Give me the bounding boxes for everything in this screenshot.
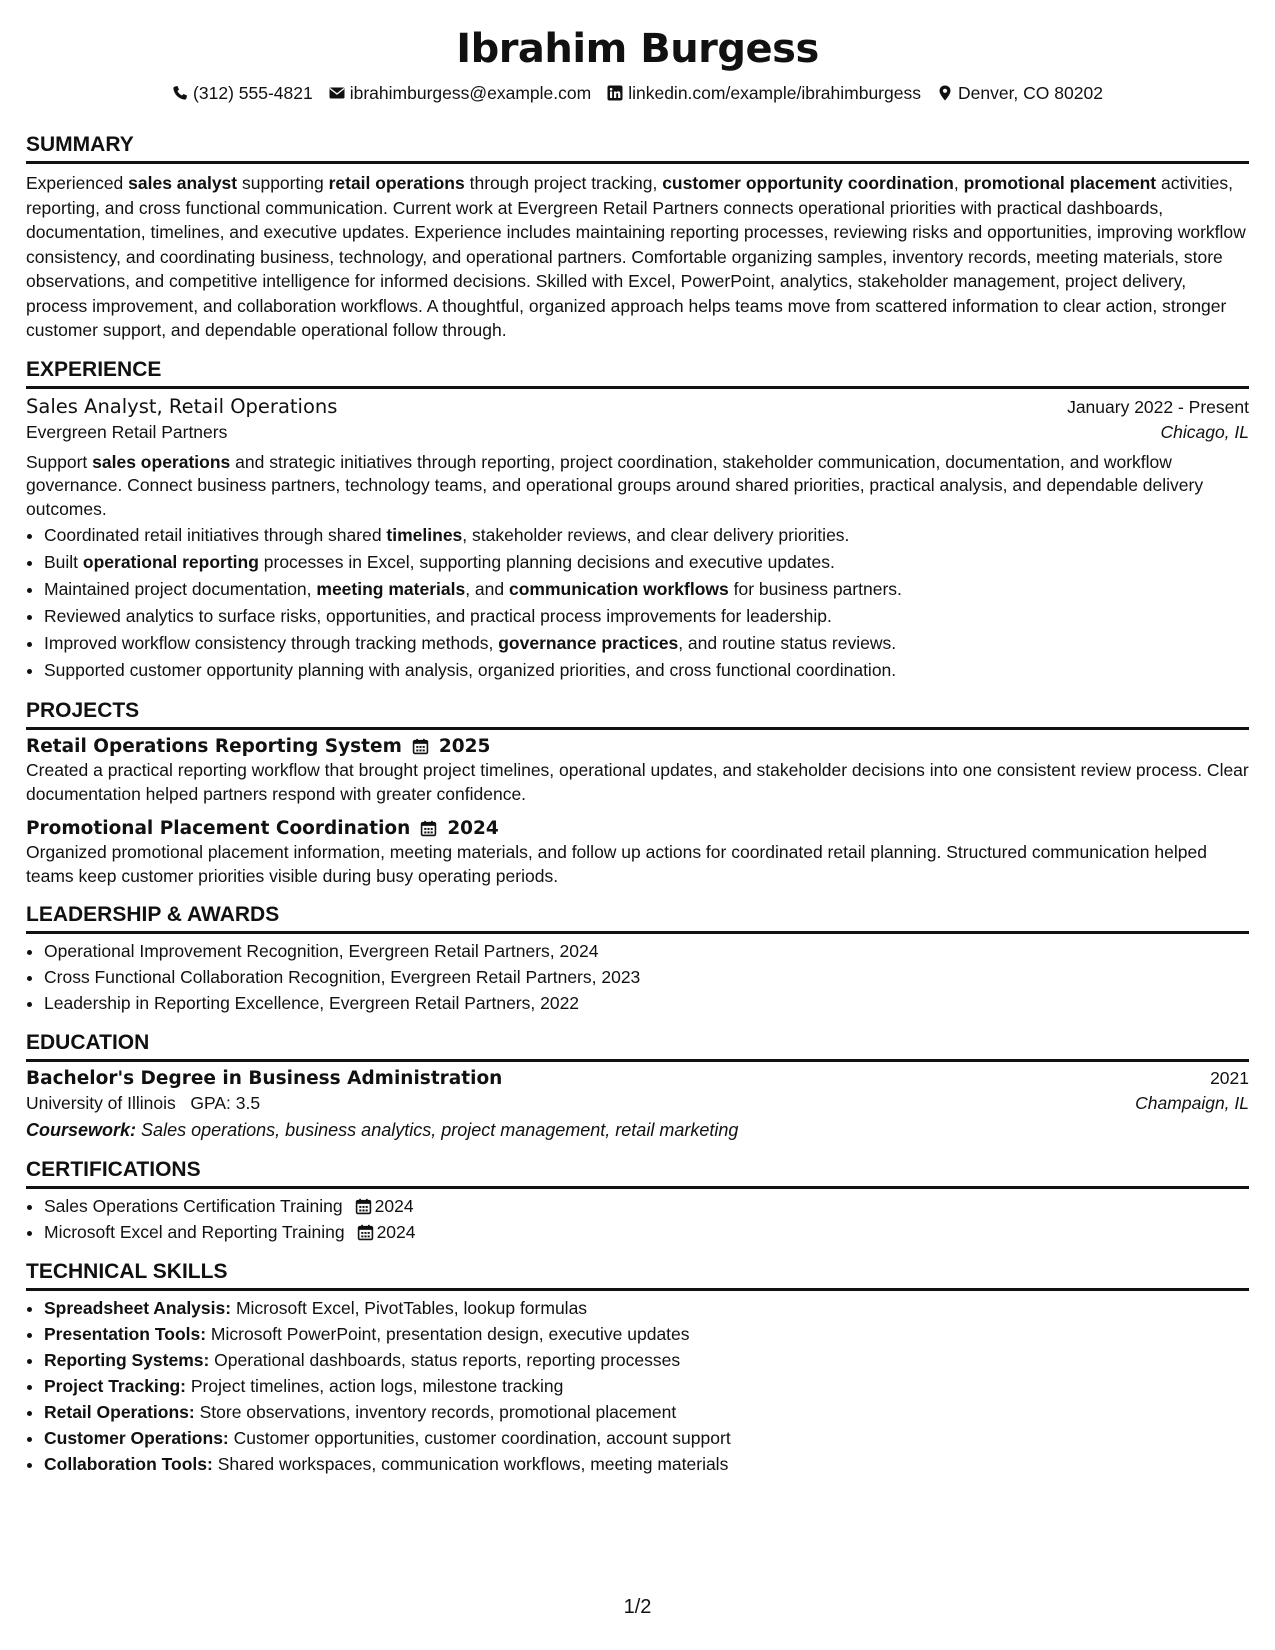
certification-name: • Sales Operations Certification Training xyxy=(44,1196,343,1216)
summary-segment: customer opportunity coordination xyxy=(662,173,954,193)
project-item xyxy=(26,818,1249,888)
project-name: Promotional Placement Coordination xyxy=(26,818,411,839)
summary-segment: , xyxy=(953,173,964,193)
job-bullet-segment: operational reporting xyxy=(82,552,259,572)
skill-value: Store observations, inventory records, promotional placement xyxy=(194,1402,677,1422)
page-number: 1/2 xyxy=(623,1596,652,1618)
job-bullet-segment: meeting materials xyxy=(316,579,466,599)
skill-value: Microsoft Excel, PivotTables, lookup formulas xyxy=(231,1298,588,1318)
job-bullet-segment: , and routine status reviews. xyxy=(678,633,897,653)
job-bullet-segment: Improved workflow consistency through tracking methods, xyxy=(44,633,499,653)
job-bullet xyxy=(44,576,1249,603)
job-bullet-segment: Maintained project documentation, xyxy=(44,579,317,599)
skill-item xyxy=(44,1425,1249,1451)
certification-year: 2024 xyxy=(376,1222,416,1242)
job-bullet xyxy=(44,522,1249,549)
job-bullet-segment: Reviewed analytics to surface risks, opportunities, and practical process improvements for leadership. xyxy=(44,606,832,626)
job-description xyxy=(26,451,1249,522)
certification-item xyxy=(44,1193,1249,1219)
education-header xyxy=(26,1068,1249,1089)
projects-heading: PROJECTS xyxy=(26,698,1249,730)
job-description-segment: and strategic initiatives through reporting, project coordination, stakeholder communication, documentation, and workflow governance. Connect business partners, technology teams, and operational groups around shared priorities, practical analysis, and dependable delivery outcomes. xyxy=(26,451,1204,519)
envelope-icon xyxy=(329,85,345,101)
coursework xyxy=(26,1120,1249,1141)
resume-page xyxy=(26,0,1249,1477)
project-description: Organized promotional placement information, meeting materials, and follow up actions for coordinated retail planning. Structured communication helped teams keep customer priorities visible during busy operating periods. xyxy=(26,842,1207,886)
job-description-segment: Support xyxy=(26,451,93,472)
skill-item xyxy=(44,1373,1249,1399)
linkedin-text: linkedin.com/example/ibrahimburgess xyxy=(628,82,921,103)
contact-location xyxy=(937,83,1103,104)
school-name: University of Illinois xyxy=(26,1093,176,1113)
skill-label: Reporting Systems: xyxy=(44,1350,210,1370)
gpa: GPA: 3.5 xyxy=(190,1093,261,1113)
skill-label: Customer Operations: xyxy=(44,1428,229,1448)
education-heading: EDUCATION xyxy=(26,1030,1249,1062)
job-bullet-segment: , stakeholder reviews, and clear delivery priorities. xyxy=(462,525,850,545)
school-gpa xyxy=(26,1093,260,1114)
phone-icon xyxy=(172,85,188,101)
job-bullet-segment: Supported customer opportunity planning with analysis, organized priorities, and cross functional coordination. xyxy=(44,660,897,680)
job-bullet-segment: Coordinated retail initiatives through shared xyxy=(44,525,387,545)
contact-bar xyxy=(26,80,1249,106)
job-subheader xyxy=(26,422,1249,443)
job-bullet-segment: timelines xyxy=(386,525,463,545)
skills-heading: TECHNICAL SKILLS xyxy=(26,1259,1249,1291)
certification-item xyxy=(44,1219,1249,1245)
job-bullet xyxy=(44,549,1249,576)
contact-email[interactable] xyxy=(329,83,591,104)
summary-segment: retail operations xyxy=(328,173,465,193)
phone-text: (312) 555-4821 xyxy=(193,82,313,103)
leadership-heading: LEADERSHIP & AWARDS xyxy=(26,902,1249,934)
certification-name: • Microsoft Excel and Reporting Training xyxy=(44,1222,345,1242)
skill-value: Project timelines, action logs, milestone tracking xyxy=(186,1376,564,1396)
skill-item xyxy=(44,1295,1249,1321)
project-year: 2025 xyxy=(438,736,491,757)
contact-phone xyxy=(172,83,313,104)
skill-label: Project Tracking: xyxy=(44,1376,186,1396)
calendar-icon xyxy=(355,1198,372,1215)
job-dates: January 2022 - Present xyxy=(1067,396,1249,417)
degree-title: Bachelor's Degree in Business Administration xyxy=(26,1068,503,1089)
summary-segment: sales analyst xyxy=(128,173,238,193)
project-item xyxy=(26,736,1249,806)
calendar-icon xyxy=(420,820,437,837)
job-bullets xyxy=(26,522,1249,684)
project-header xyxy=(26,736,1249,757)
school-location: Champaign, IL xyxy=(1135,1093,1249,1113)
summary-text xyxy=(26,171,1249,343)
summary-segment: through project tracking, xyxy=(464,173,663,193)
summary-segment: supporting xyxy=(237,173,329,193)
candidate-name: Ibrahim Burgess xyxy=(456,26,819,72)
calendar-icon xyxy=(357,1224,374,1241)
job-description-segment: sales operations xyxy=(92,451,231,472)
certifications-heading: CERTIFICATIONS xyxy=(26,1157,1249,1189)
summary-heading: SUMMARY xyxy=(26,132,1249,164)
skill-item xyxy=(44,1451,1249,1477)
leadership-list xyxy=(26,938,1249,1016)
skill-value: Operational dashboards, status reports, reporting processes xyxy=(209,1350,681,1370)
certifications-list xyxy=(26,1193,1249,1245)
skill-item xyxy=(44,1399,1249,1425)
job-bullet xyxy=(44,630,1249,657)
job-bullet xyxy=(44,657,1249,684)
graduation-year: 2021 xyxy=(1210,1068,1249,1088)
coursework-text: Sales operations, business analytics, project management, retail marketing xyxy=(141,1120,739,1140)
experience-heading: EXPERIENCE xyxy=(26,357,1249,389)
project-name: Retail Operations Reporting System xyxy=(26,736,402,757)
skill-item xyxy=(44,1321,1249,1347)
projects-list xyxy=(26,736,1249,888)
project-description: Created a practical reporting workflow that brought project timelines, operational updates, and stakeholder decisions into one consistent review process. Clear documentation helped partners respond with greater confidence. xyxy=(26,760,1249,804)
skill-label: Presentation Tools: xyxy=(44,1324,207,1344)
skill-item xyxy=(44,1347,1249,1373)
map-pin-icon xyxy=(937,85,953,101)
award-item: • Leadership in Reporting Excellence, Evergreen Retail Partners, 2022 xyxy=(44,990,1249,1016)
job-bullet-segment: Built xyxy=(44,552,83,572)
skill-value: Microsoft PowerPoint, presentation design, executive updates xyxy=(206,1324,690,1344)
coursework-label: Coursework: xyxy=(26,1120,137,1140)
skill-label: Spreadsheet Analysis: xyxy=(44,1298,232,1318)
email-text: ibrahimburgess@example.com xyxy=(349,82,592,103)
summary-segment: activities, reporting, and cross functional communication. Current work at Evergreen Retail Partners connects operational priorities with practical dashboards, documentation, timelines, and executive updates. Experience includes maintaining reporting processes, reviewing risks and opportunities, improving workflow consistency, and coordinating business, technology, and operational partners. Comfortable organizing samples, inventory records, meeting materials, store observations, and competitive intelligence for informed decisions. Skilled with Excel, PowerPoint, analytics, stakeholder management, project delivery, process improvement, and collaboration workflows. A thoughtful, organized approach helps teams move from scattered information to clear action, stronger customer support, and dependable operational follow through. xyxy=(26,173,1246,340)
location-text: Denver, CO 80202 xyxy=(957,82,1103,103)
job-bullet-segment: communication workflows xyxy=(509,579,729,599)
job-bullet-segment: , and xyxy=(465,579,509,599)
skill-value: Customer opportunities, customer coordination, account support xyxy=(228,1428,731,1448)
job-bullet xyxy=(44,603,1249,630)
summary-segment: promotional placement xyxy=(963,173,1157,193)
contact-linkedin[interactable] xyxy=(607,83,921,104)
skills-list xyxy=(26,1295,1249,1477)
job-location: Chicago, IL xyxy=(1160,421,1249,442)
calendar-icon xyxy=(412,738,429,755)
job-company: Evergreen Retail Partners xyxy=(26,421,228,442)
education-subheader xyxy=(26,1093,1249,1114)
award-item: • Cross Functional Collaboration Recognition, Evergreen Retail Partners, 2023 xyxy=(44,964,1249,990)
certification-year: 2024 xyxy=(374,1196,414,1216)
skill-label: Retail Operations: xyxy=(44,1402,195,1422)
job-header xyxy=(26,395,1249,418)
job-title: Sales Analyst, Retail Operations xyxy=(26,394,338,418)
project-header xyxy=(26,818,1249,839)
skill-label: Collaboration Tools: xyxy=(44,1454,213,1474)
job-bullet-segment: processes in Excel, supporting planning decisions and executive updates. xyxy=(258,552,835,572)
award-item: • Operational Improvement Recognition, Evergreen Retail Partners, 2024 xyxy=(44,938,1249,964)
summary-segment: Experienced xyxy=(26,173,129,193)
job-bullet-segment: governance practices xyxy=(498,633,679,653)
project-year: 2024 xyxy=(447,818,499,839)
linkedin-icon xyxy=(607,85,623,101)
skill-value: Shared workspaces, communication workflows, meeting materials xyxy=(212,1454,729,1474)
job-bullet-segment: for business partners. xyxy=(728,579,902,599)
